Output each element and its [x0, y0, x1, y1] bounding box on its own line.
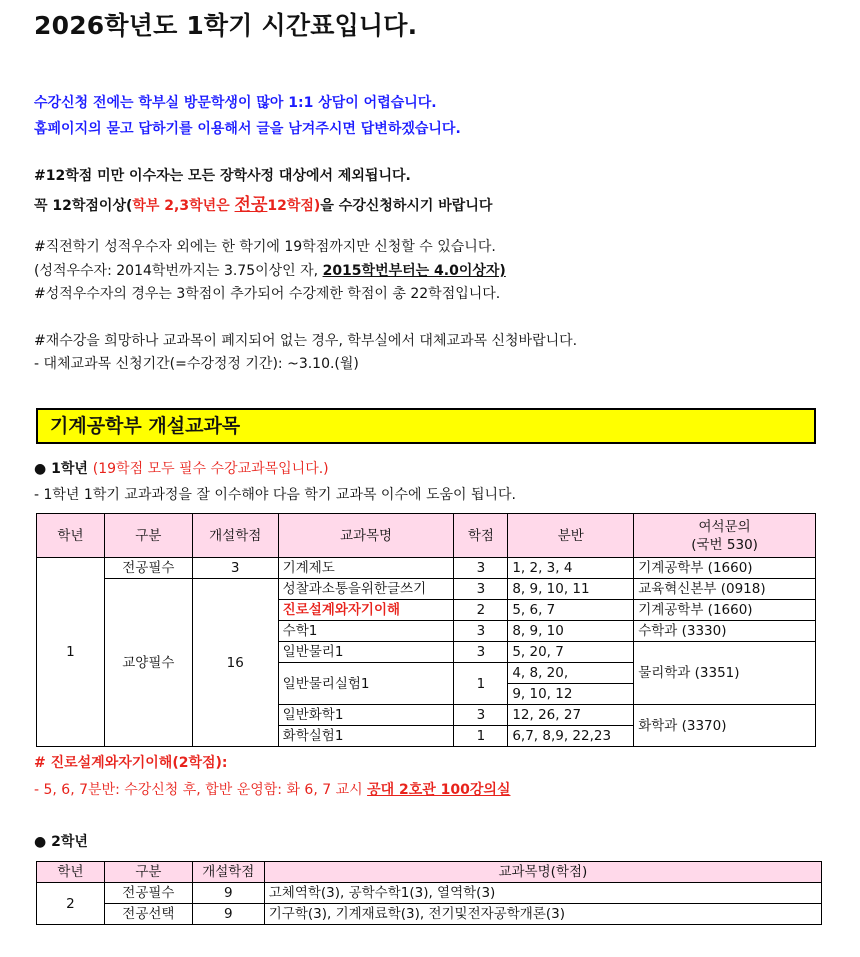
credits-line-3: #성적우수자의 경우는 3학점이 추가되어 수강제한 학점이 총 22학점입니다. [34, 286, 501, 302]
course-cell: 수학1 [278, 621, 454, 642]
scholarship-line-1: #12학점 미만 이수자는 모든 장학사정 대상에서 제외됩니다. [34, 168, 411, 184]
credit-cell: 3 [454, 642, 508, 663]
section-cell: 9, 10, 12 [508, 684, 634, 705]
table-row [37, 904, 822, 925]
category-cell: 전공선택 [104, 904, 192, 925]
course-note-place: 공대 2호관 100강의실 [367, 782, 511, 798]
header-inquiry-b: (국번 530) [691, 536, 758, 553]
header-courses: 교과목명(학점) [264, 862, 821, 883]
year1-heading [34, 458, 329, 478]
scholarship-text-a: 꼭 12학점이상( [34, 198, 133, 214]
retake-line-1: #재수강을 희망하나 교과목이 폐지되어 없는 경우, 학부실에서 대체교과목 신청바랍니다. [34, 333, 578, 349]
course-note-text: - 5, 6, 7분반: 수강신청 후, 합반 운영함: 화 6, 7 교시 [34, 782, 368, 798]
page-title: 2026학년도 1학기 시간표입니다. [34, 11, 418, 40]
category-cell: 교양필수 [104, 579, 192, 747]
section-cell: 5, 6, 7 [508, 600, 634, 621]
credit-cell: 2 [454, 600, 508, 621]
course-cell: 성찰과소통을위한글쓰기 [278, 579, 454, 600]
year1-heading-b: (19학점 모두 필수 수강교과목입니다.) [92, 461, 329, 477]
header-year: 학년 [37, 514, 105, 558]
course-cell: 일반물리실험1 [278, 663, 454, 705]
header-category: 구분 [104, 862, 192, 883]
header-open-credits: 개설학점 [192, 862, 264, 883]
header-inquiry-a: 여석문의 [698, 518, 751, 535]
course-cell: 화학실험1 [278, 726, 454, 747]
credit-cell: 3 [454, 705, 508, 726]
credits-line-2 [34, 260, 506, 280]
table-row [37, 558, 816, 579]
course-note-body [34, 779, 510, 799]
header-inquiry [634, 514, 816, 558]
credits-line-1: #직전학기 성적우수자 외에는 한 학기에 19학점까지만 신청할 수 있습니다. [34, 239, 496, 255]
category-cell: 전공필수 [104, 558, 192, 579]
year-cell: 1 [37, 558, 105, 747]
header-course: 교과목명 [278, 514, 454, 558]
inquiry-cell: 교육혁신본부 (0918) [634, 579, 816, 600]
course-cell: 일반화학1 [278, 705, 454, 726]
header-year: 학년 [37, 862, 105, 883]
scholarship-text-e: 을 수강신청하시기 바랍니다 [320, 198, 493, 214]
year2-heading: ● 2학년 [34, 834, 88, 850]
inquiry-cell: 기계공학부 (1660) [634, 600, 816, 621]
course-cell: 진로설계와자기이해 [278, 600, 454, 621]
category-cell: 전공필수 [104, 883, 192, 904]
header-category: 구분 [104, 514, 192, 558]
section-cell: 8, 9, 10 [508, 621, 634, 642]
inquiry-cell: 화학과 (3370) [634, 705, 816, 747]
year2-table [36, 861, 822, 925]
course-note-heading: # 진로설계와자기이해(2학점): [34, 755, 228, 771]
table-row [37, 579, 816, 600]
section-cell: 1, 2, 3, 4 [508, 558, 634, 579]
credit-cell: 3 [454, 558, 508, 579]
year1-table [36, 513, 816, 747]
section-cell: 5, 20, 7 [508, 642, 634, 663]
scholarship-text-b: 학부 2,3학년은 [132, 198, 235, 214]
retake-line-2: - 대체교과목 신청기간(=수강정정 기간): ~3.10.(월) [34, 356, 359, 372]
open-credits-cell: 9 [192, 904, 264, 925]
scholarship-major: 전공 [234, 195, 268, 215]
section-title: 기계공학부 개설교과목 [36, 408, 816, 444]
section-cell: 12, 26, 27 [508, 705, 634, 726]
header-open-credits: 개설학점 [192, 514, 278, 558]
courses-cell: 고체역학(3), 공학수학1(3), 열역학(3) [264, 883, 821, 904]
inquiry-cell: 수학과 (3330) [634, 621, 816, 642]
course-cell: 기계제도 [278, 558, 454, 579]
inquiry-cell: 물리학과 (3351) [634, 642, 816, 705]
open-credits-cell: 9 [192, 883, 264, 904]
open-credits-cell: 16 [192, 579, 278, 747]
header-credit: 학점 [454, 514, 508, 558]
scholarship-text-d: 12학점) [267, 198, 321, 214]
notice-line-2: 홈페이지의 묻고 답하기를 이용해서 글을 남겨주시면 답변하겠습니다. [34, 121, 461, 137]
section-cell: 6,7, 8,9, 22,23 [508, 726, 634, 747]
year1-heading-a: ● 1학년 [34, 461, 93, 477]
year1-subnote: - 1학년 1학기 교과과정을 잘 이수해야 다음 학기 교과목 이수에 도움이 됩니다. [34, 487, 516, 503]
year-cell: 2 [37, 883, 105, 925]
credit-cell: 3 [454, 579, 508, 600]
credit-cell: 3 [454, 621, 508, 642]
inquiry-cell: 기계공학부 (1660) [634, 558, 816, 579]
credits-text-b: 2015학번부터는 4.0이상자) [322, 263, 506, 279]
credit-cell: 1 [454, 663, 508, 705]
credits-text-a: (성적우수자: 2014학번까지는 3.75이상인 자, [34, 263, 323, 279]
table-row [37, 883, 822, 904]
section-cell: 4, 8, 20, [508, 663, 634, 684]
scholarship-line-2 [34, 190, 492, 215]
open-credits-cell: 3 [192, 558, 278, 579]
credit-cell: 1 [454, 726, 508, 747]
header-section: 분반 [508, 514, 634, 558]
notice-line-1: 수강신청 전에는 학부실 방문학생이 많아 1:1 상담이 어렵습니다. [34, 95, 437, 111]
courses-cell: 기구학(3), 기계재료학(3), 전기및전자공학개론(3) [264, 904, 821, 925]
section-cell: 8, 9, 10, 11 [508, 579, 634, 600]
course-cell: 일반물리1 [278, 642, 454, 663]
